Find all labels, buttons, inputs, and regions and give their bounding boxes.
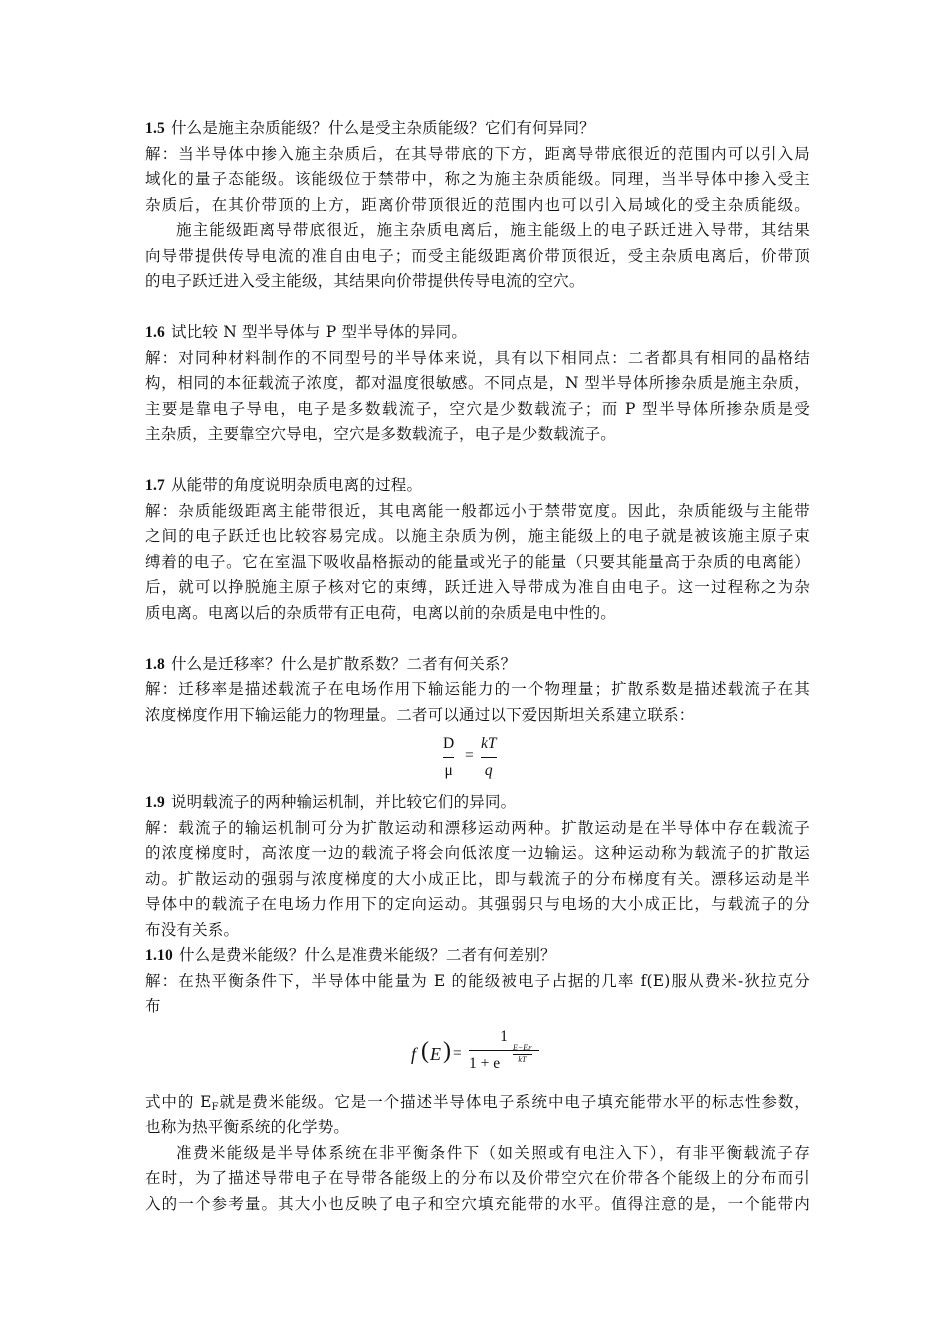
formula-equals: =	[453, 1044, 462, 1062]
answer-line: 浓度梯度作用下输运能力的物理量。二者可以通过以下爱因斯坦关系建立联系：	[145, 705, 695, 724]
einstein-relation-formula	[145, 728, 810, 790]
question-number: 1.8	[145, 655, 165, 673]
question-number: 1.5	[145, 120, 165, 137]
answer-line: 主杂质，主要靠空穴导电，空穴是多数载流子，电子是少数载流子。	[145, 425, 617, 443]
formula-numerator: 1	[500, 1027, 508, 1045]
fermi-dirac-formula: f ( E ) = 1 1 + e E−EF kT	[145, 1020, 810, 1090]
answer-line: 也称为热平衡系统的化学势。	[145, 1118, 350, 1136]
question-heading	[145, 652, 810, 678]
question-title: 从能带的角度说明杂质电离的过程。	[170, 476, 423, 494]
formula-denominator: μ	[444, 762, 453, 779]
answer-line: 缚着的电子。它在室温下吸收晶格振动的能量或光子的能量（只要其能量高于杂质的电离能）	[145, 552, 810, 571]
answer-line: 主要是靠电子导电，电子是多数载流子，空穴是少数载流子；而 P 型半导体所掺杂质是受	[145, 399, 810, 418]
formula-equals: =	[465, 747, 474, 764]
document-body	[145, 116, 810, 1217]
answer-line: 质电离。电离以后的杂质带有正电荷，电离以前的杂质是电中性的。	[145, 603, 617, 622]
formula-denominator	[469, 1042, 539, 1077]
question-heading	[145, 473, 810, 499]
answer-line: 杂质后，在其价带顶的上方，距离价带顶很近的范围内也可以引入局域化的受主杂质能级。	[145, 195, 810, 214]
answer-line: 动。扩散运动的强弱与浓度梯度的大小成正比，即与载流子的分布梯度有关。漂移运动是半	[145, 869, 810, 888]
formula-exponent: E−EF kT	[513, 1042, 532, 1064]
formula-denominator-base: 1 + e	[469, 1054, 501, 1072]
question-number: 1.9	[145, 794, 165, 811]
question-title: 什么是迁移率？什么是扩散系数？二者有何关系？	[170, 654, 517, 673]
formula-fraction	[469, 1024, 539, 1077]
answer-line: 在时，为了描述导带电子在导带各能级上的分布以及价带空穴在价带各个能级上的分布而引	[145, 1169, 810, 1187]
answer-line: 域化的量子态能级。该能级位于禁带中，称之为施主杂质能级。同理，当半导体中掺入受主	[145, 170, 810, 188]
question-title: 什么是费米能级？什么是准费米能级？二者有何差别？	[178, 946, 556, 964]
question-title: 什么是施主杂质能级？什么是受主杂质能级？它们有何异同？	[170, 119, 595, 137]
question-title: 试比较 N 型半导体与 P 型半导体的异同。	[170, 323, 468, 341]
question-number: 1.6	[145, 324, 165, 341]
question-heading	[145, 116, 810, 142]
formula-denominator: q	[484, 762, 493, 779]
answer-line: 布	[145, 997, 161, 1015]
answer-line: 后，就可以挣脱施主原子核对它的束缚，跃迁进入导带成为准自由电子。这一过程称之为杂	[145, 578, 810, 596]
answer-line: 准费米能级是半导体系统在非平衡条件下（如关照或有电注入下），有非平衡载流子存	[176, 1143, 810, 1162]
answer-line: 解：迁移率是描述载流子在电场作用下输运能力的一个物理量；扩散系数是描述载流子在其	[145, 680, 810, 698]
answer-line: 解：在热平衡条件下，半导体中能量为 E 的能级被电子占据的几率 f(E)服从费米-狄拉克分	[145, 971, 810, 990]
formula-numerator: kT	[481, 735, 497, 752]
answer-line: 施主能级距离导带底很近，施主杂质电离后，施主能级上的电子跃迁进入导带，其结果	[176, 221, 810, 239]
question-title: 说明载流子的两种输运机制，并比较它们的异同。	[170, 793, 517, 811]
answer-line: 的浓度梯度时，高浓度一边的载流子将会向低浓度一边输运。这种运动称为载流子的扩散运	[145, 844, 810, 862]
answer-line: 解：载流子的输运机制可分为扩散运动和漂移运动两种。扩散运动是在半导体中存在载流子	[145, 818, 810, 837]
question-number: 1.7	[145, 477, 165, 494]
formula-argument: E	[430, 1043, 441, 1064]
answer-line: 解：对同种材料制作的不同型号的半导体来说，具有以下相同点：二者都具有相同的晶格结	[145, 348, 810, 367]
formula-function: f	[411, 1043, 417, 1064]
formula-rhs-fraction	[481, 731, 497, 784]
answer-line: 布没有关系。	[145, 920, 240, 939]
answer-line: 解：当半导体中掺入施主杂质后，在其导带底的下方，距离导带底很近的范围内可以引入局	[145, 144, 810, 163]
formula-numerator: D	[443, 735, 455, 752]
answer-line: 式中的 $E_F$就是费米能级。它是一个描述半导体电子系统中电子填充能带水平的标志性参数，	[145, 1092, 810, 1113]
answer-line: 构，相同的本征载流子浓度，都对温度很敏感。不同点是，N 型半导体所掺杂质是施主杂质，	[145, 374, 810, 392]
answer-line: 的电子跃迁进入受主能级，其结果向价带提供传导电流的空穴。	[145, 272, 585, 290]
answer-line: 之间的电子跃迁也比较容易完成。以施主杂质为例，施主能级上的电子就是被该施主原子束	[145, 527, 810, 545]
answer-line: 导体中的载流子在电场力作用下的定向运动。其强弱只与电场的大小成正比，与载流子的分	[145, 895, 810, 913]
question-number: 1.10	[145, 947, 173, 964]
answer-line: 向导带提供传导电流的准自由电子；而受主能级距离价带顶很近，受主杂质电离后，价带顶	[145, 246, 810, 265]
question-heading	[145, 790, 810, 816]
answer-line: 解：杂质能级距离主能带很近，其电离能一般都远小于禁带宽度。因此，杂质能级与主能带	[145, 501, 810, 520]
question-heading	[145, 320, 810, 346]
answer-line: 入的一个参考量。其大小也反映了电子和空穴填充能带的水平。值得注意的是，一个能带内	[145, 1194, 810, 1213]
question-heading	[145, 943, 810, 969]
formula-lhs-fraction	[443, 731, 454, 784]
